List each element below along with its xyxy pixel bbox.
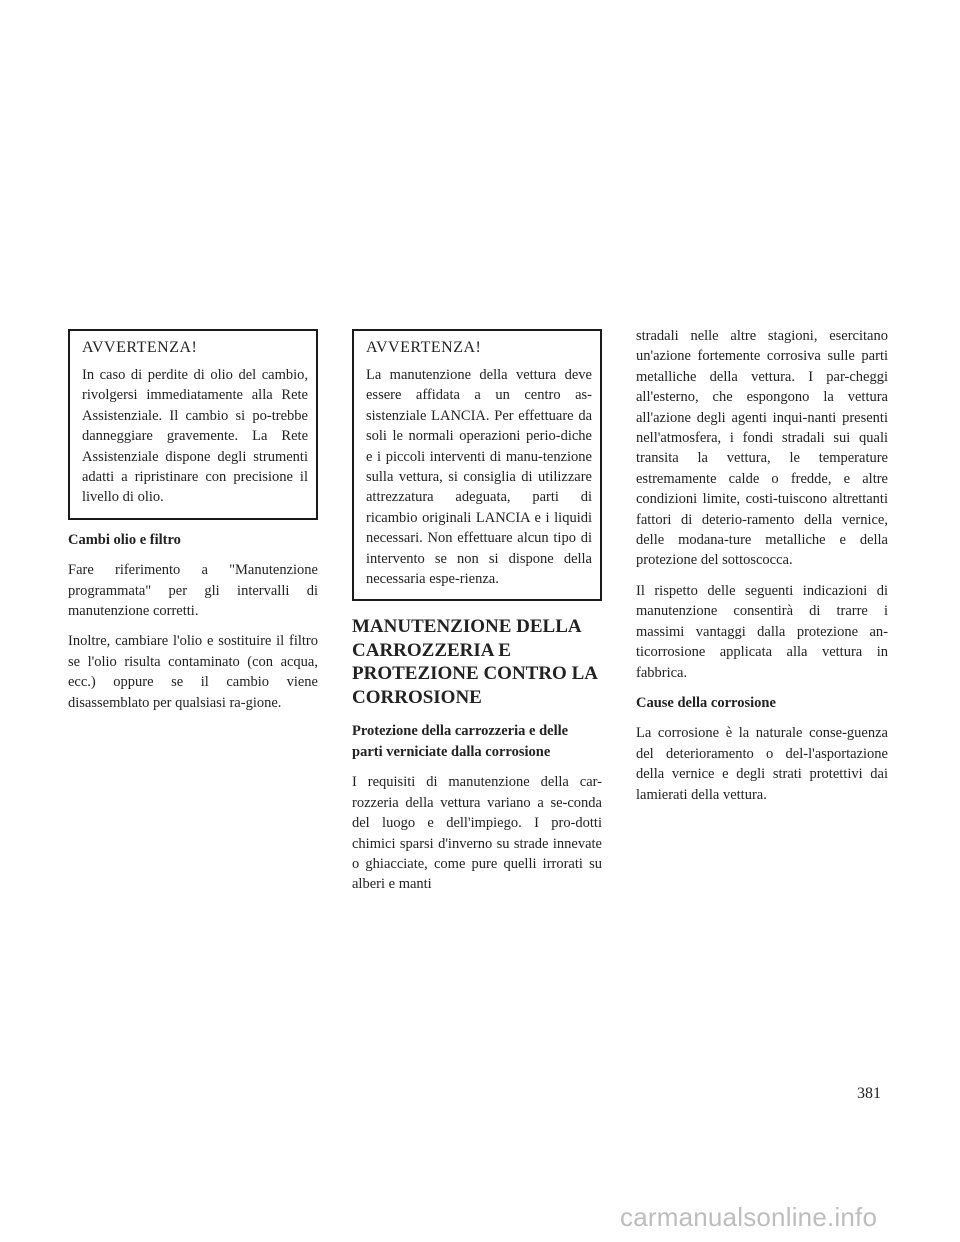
subheading-body-protection: Protezione della carrozzeria e delle parti verniciate dalla corrosione xyxy=(352,723,569,760)
warning-title: AVVERTENZA! xyxy=(366,339,482,356)
paragraph-maintenance-advice: Il rispetto delle seguenti indicazioni di manutenzione consentirà di trarre i massimi vantaggi dalla protezione an-ticorrosione applicata alla vettura in fabbrica. xyxy=(636,582,888,681)
paragraph-corrosive-factors: stradali nelle altre stagioni, esercitano un'azione fortemente corrosiva sulle parti metalliche della vettura. I par-cheggi all'esterno, che espongono la vettura all'azione degli agenti inqui-nanti presenti nell'atmosfera, i fondi stradali sui quali transita la vettura, le temperature estremamente calde o fredde, e altre condizioni limite, costi-tuiscono altrettanti fattori di deterio-ramento della vernice, delle modana-ture metalliche e della protezione del sottoscocca. xyxy=(636,328,888,569)
column-2 xyxy=(352,329,602,905)
warning-box-maintenance xyxy=(352,329,602,601)
paragraph-corrosion-definition: La corrosione è la naturale conse-guenza del deterioramento o del-l'asportazione della vernice e degli strati protettivi dai lamierati della vettura. xyxy=(636,725,888,803)
subheading-oil-filter-change: Cambi olio e filtro xyxy=(68,531,181,548)
paragraph-maintenance-requirements: I requisiti di manutenzione della car-rozzeria della vettura variano a se-conda del luogo e dell'impiego. I pro-dotti chimici sparsi d'inverno su strade innevate o ghiacciate, come pure quelli irrorati su alberi e manti xyxy=(352,774,602,893)
watermark: carmanualsonline.info xyxy=(620,1202,878,1232)
section-title-body-maintenance: MANUTENZIONE DELLA CARROZZERIA E PROTEZIONE CONTRO LA CORROSIONE xyxy=(352,616,597,708)
warning-box-transmission-oil xyxy=(68,329,318,520)
warning-text: La manutenzione della vettura deve essere affidata a un centro as-sistenziale LANCIA. Per effettuare da soli le normali operazioni perio-diche e i piccoli interventi di manu-tenzione sulla vettura, si consiglia di utilizzare attrezzatura adeguata, parti di ricambio originali LANCIA e i liquidi necessari. Non effettuare alcun tipo di intervento se non si dispone della necessaria espe-rienza. xyxy=(366,367,592,588)
column-3 xyxy=(636,326,888,815)
warning-title: AVVERTENZA! xyxy=(82,339,198,356)
column-1 xyxy=(68,329,318,723)
paragraph-oil-contamination: Inoltre, cambiare l'olio e sostituire il filtro se l'olio risulta contaminato (con acqua, ecc.) oppure se il cambio viene disassemblato per qualsiasi ra-gione. xyxy=(68,633,318,711)
page-number: 381 xyxy=(857,1085,881,1102)
warning-text: In caso di perdite di olio del cambio, rivolgersi immediatamente alla Rete Assistenziale. Il cambio si po-trebbe danneggiare gravemente. La Rete Assistenziale dispone degli strumenti adatti a ripristinare con precisione il livello di olio. xyxy=(82,367,308,506)
subheading-corrosion-causes: Cause della corrosione xyxy=(636,694,776,711)
paragraph-maintenance-schedule: Fare riferimento a "Manutenzione programmata" per gli intervalli di manutenzione corretti. xyxy=(68,562,318,620)
